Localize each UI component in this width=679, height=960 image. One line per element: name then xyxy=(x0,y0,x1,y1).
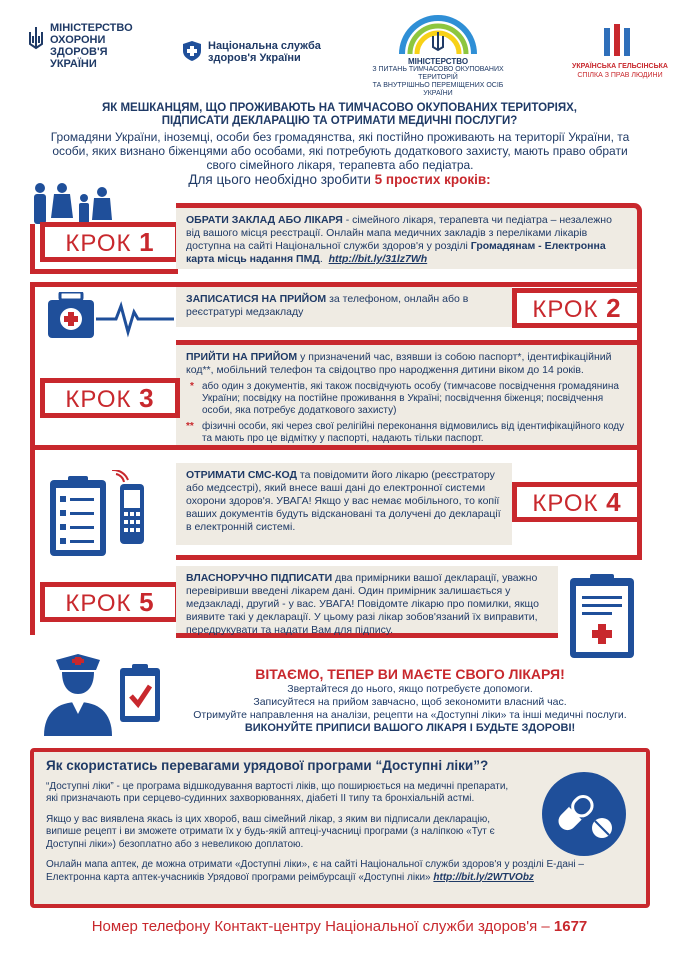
congrats-line: ВИКОНУЙТЕ ПРИПИСИ ВАШОГО ЛІКАРЯ І БУДЬТЕ ЗДОРОВІ! xyxy=(244,722,576,734)
moz-logo xyxy=(28,22,148,82)
clipboard-phone-icon xyxy=(46,470,156,560)
helsinki-line: СПІЛКА З ПРАВ ЛЮДИНИ xyxy=(577,72,663,79)
congrats-line: Записуйтеся на прийом завчасно, щоб зекономити власний час. xyxy=(253,696,567,708)
connector xyxy=(176,555,642,560)
drugs-paragraph: “Доступні ліки” - це програма відшкодування вартості ліків, що поширюється на медичні препарати, які призначають при серцево-судинних захворюваннях, діабеті ІІ типу та бронхіальній астмі. xyxy=(46,780,509,804)
step1-krok: КРОК 1 xyxy=(40,222,180,262)
step1-box: ОБРАТИ ЗАКЛАД АБО ЛІКАРЯ - сімейного лікаря, терапевта чи педіатра – незалежно від вашого місця реєстрації. Онлайн мапа медичних закладів з переліками лікарів доступна на сайті Національної служби здоров'я у розділі Громадянам - Електронна карта місць надання ПМД. http://bit.ly/31lz7Wh xyxy=(176,203,642,269)
congrats-line: Звертайтеся до нього, якщо потребуєте допомоги. xyxy=(287,683,533,695)
helsinki-line: УКРАЇНСЬКА ГЕЛЬСІНСЬКА xyxy=(572,63,668,70)
congrats-block xyxy=(180,665,640,735)
helsinki-logo xyxy=(572,24,668,84)
ministry-line: МІНІСТЕРСТВО xyxy=(407,57,469,66)
moz-line: МІНІСТЕРСТВО xyxy=(50,22,133,34)
clipboard-cross-icon xyxy=(566,570,638,660)
moz-line: ЗДОРОВ'Я xyxy=(50,46,108,58)
shield-cross-icon xyxy=(182,40,202,62)
connector xyxy=(30,445,35,555)
step4-box: ОТРИМАТИ СМС-КОД та повідомити його лікарю (реєстратору або медсестрі), який внесе ваші дані до електронної системи охорони здоров'я. УВАГА! Якщо у вас немає мобільного, то копії ваших документів будуть відскановані та долучені до декларації в електронній системі. xyxy=(176,463,512,545)
rainbow-arc-icon xyxy=(398,14,478,56)
connector xyxy=(30,330,35,450)
step4-krok: КРОК 4 xyxy=(512,482,642,522)
note-1: або один з документів, які також посвідчують особу (тимчасове посвідчення громадянина України; посвідку на постійне проживання в Україні; посвідчення біженця; посвідчення особи, яка потребує додаткового захисту) xyxy=(202,381,619,416)
map-link[interactable]: http://bit.ly/31lz7Wh xyxy=(328,253,428,265)
title-line: ПІДПИСАТИ ДЕКЛАРАЦІЮ ТА ОТРИМАТИ МЕДИЧНІ ПОСЛУГИ? xyxy=(161,115,518,127)
connector xyxy=(30,555,35,635)
phone-number[interactable]: 1677 xyxy=(553,918,588,935)
nszu-line: здоров'я України xyxy=(208,52,301,64)
congrats-line: Отримуйте направлення на аналізи, рецепти на «Доступні ліки» та інші медичні послуги. xyxy=(193,709,627,721)
nszu-line: Національна служба xyxy=(208,40,321,52)
doctor-icon xyxy=(36,648,166,738)
connector xyxy=(30,445,642,450)
drugs-heading: Як скористатись перевагами урядової програми “Доступні ліки”? xyxy=(46,758,489,773)
contact-center-footer: Номер телефону Контакт-центру Національної служби здоров'я – 1677 xyxy=(91,918,588,935)
intro-text: Громадяни України, іноземці, особи без громадянства, які постійно проживають на території України, та особи, яких визнано біженцями або особами, які потребують додаткового захисту, мають право обрати свого сімейного лікаря, терапевта або педіатра. xyxy=(50,130,630,172)
note-2: фізичні особи, які через свої релігійні переконання відмовились від ідентифікаційного коду та мають про це відмітку у паспорті, надають тільки паспорт. xyxy=(202,421,625,444)
drugs-paragraph: Якщо у вас виявлена якась із цих хвороб, ваш сімейний лікар, з яким ви підписали декларацію, випише рецепт і ви зможете отримати їх у будь-якій аптеці-учасниці програми (з наліпкою «Тут є Доступні ліки») безоплатно або з невеликою доплатою. xyxy=(46,813,495,850)
page-title xyxy=(0,102,679,128)
pills-icon xyxy=(540,770,628,858)
step3-box: ПРИЙТИ НА ПРИЙОМ у призначений час, взявши із собою паспорт*, ідентифікаційний код**, мобільний телефон та свідоцтво про народження дитини віком до 14 років. * або один з документів, які також посвідчують особу (тимчасове посвідчення громадянина України; посвідку на постійне проживання в Україні; посвідчення біженця; посвідчення особи, яка потребує додаткового захисту) ** фізичні особи, які через свої релігійні переконання відмовились від ідентифікаційного коду та мають про це відмітку у паспорті, надають тільки паспорт. xyxy=(176,345,642,445)
step3-krok: КРОК 3 xyxy=(40,378,180,418)
connector xyxy=(30,282,35,332)
drugs-paragraph: Онлайн мапа аптек, де можна отримати «Доступні ліки», є на сайті Національної служби здоров'я у розділі Е-дані – Електронна карта аптек-учасників Урядової програми реімбурсації «Доступні ліки» xyxy=(46,859,584,883)
step5-box: ВЛАСНОРУЧНО ПІДПИСАТИ два примірники вашої декларації, уважно перевіривши введені лікарем дані. Один примірник залишається у медзакладі, другий - у вас. УВАГА! Повідомте лікарю про помилки, якщо виявите такі у декларації. У цьому разі лікар зобов'язаний їх виправити, передрукувати та надати Вам для підпису. xyxy=(176,566,558,638)
ministry-occupied-logo xyxy=(368,14,508,97)
nszu-logo xyxy=(182,38,342,68)
connector xyxy=(637,520,642,560)
moz-line: ОХОРОНИ xyxy=(50,34,106,46)
medical-kit-icon xyxy=(46,292,176,342)
title-line: ЯК МЕШКАНЦЯМ, ЩО ПРОЖИВАЮТЬ НА ТИМЧАСОВО ОКУПОВАНИХ ТЕРИТОРІЯХ, xyxy=(101,102,578,114)
ministry-line: ТА ВНУТРІШНЬО ПЕРЕМІЩЕНИХ ОСІБ УКРАЇНИ xyxy=(372,82,504,97)
pharmacy-map-link[interactable]: http://bit.ly/2WTVObz xyxy=(433,871,534,883)
pillars-icon xyxy=(600,24,634,58)
moz-line: УКРАЇНИ xyxy=(50,58,97,70)
ministry-line: З ПИТАНЬ ТИМЧАСОВО ОКУПОВАНИХ ТЕРИТОРІЙ xyxy=(372,66,504,81)
step5-krok: КРОК 5 xyxy=(40,582,180,622)
connector xyxy=(637,445,642,485)
family-icon xyxy=(28,182,124,226)
congrats-heading: ВІТАЄМО, ТЕПЕР ВИ МАЄТЕ СВОГО ЛІКАРЯ! xyxy=(255,666,565,682)
step2-box: ЗАПИСАТИСЯ НА ПРИЙОМ за телефоном, онлайн або в реєстратурі медзакладу xyxy=(176,287,512,327)
trident-icon xyxy=(28,26,44,50)
steps-intro: Для цього необхідно зробити 5 простих кроків: xyxy=(188,172,491,187)
step2-krok: КРОК 2 xyxy=(512,288,642,328)
